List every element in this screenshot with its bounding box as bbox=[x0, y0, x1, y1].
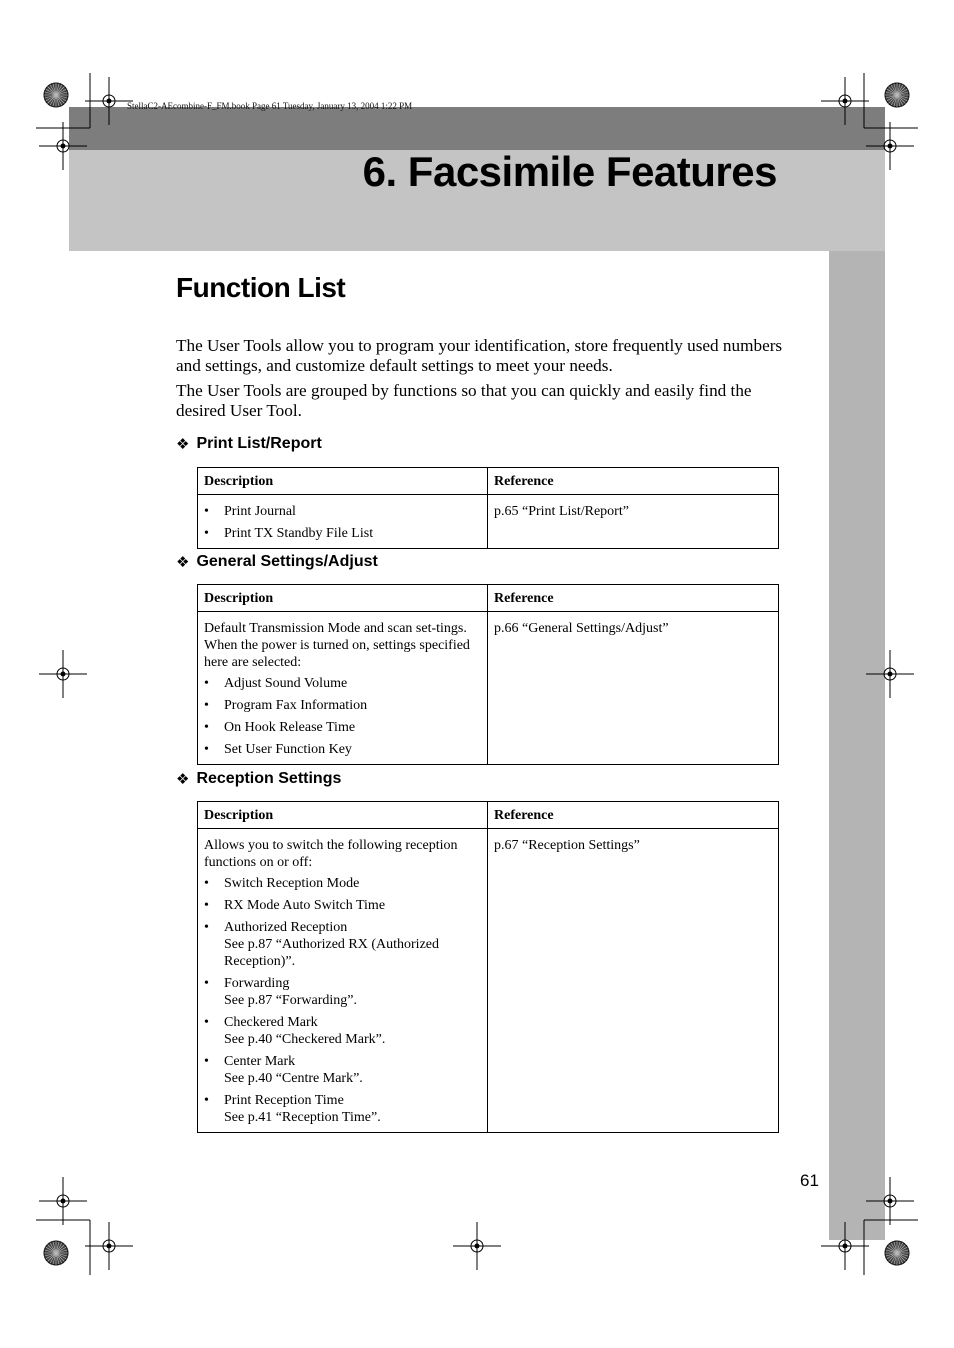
list-item bbox=[204, 675, 481, 692]
list-item bbox=[204, 503, 481, 520]
list-item bbox=[204, 975, 481, 1009]
table-header-row bbox=[198, 585, 779, 612]
table-row bbox=[198, 495, 779, 549]
diamond-bullet-icon: ❖ bbox=[176, 554, 190, 571]
list-item bbox=[204, 1053, 481, 1087]
subheading-print-list-report bbox=[176, 435, 322, 453]
column-header-description: Description bbox=[198, 585, 488, 612]
reference-cell: p.66 “General Settings/Adjust” bbox=[488, 612, 779, 765]
registration-mark-dot bbox=[61, 672, 66, 677]
bullet-icon: • bbox=[204, 676, 209, 691]
intro-paragraph-2: The User Tools are grouped by functions so that you can quickly and easily find the desired User Tool. bbox=[176, 381, 752, 420]
function-name: Authorized Reception bbox=[224, 920, 348, 935]
registration-mark-dot bbox=[61, 1199, 66, 1204]
function-note: See p.40 “Centre Mark”. bbox=[224, 1071, 363, 1086]
bullet-icon: • bbox=[204, 898, 209, 913]
registration-mark-dot bbox=[475, 1244, 480, 1249]
function-list bbox=[204, 875, 481, 1126]
reference-cell: p.65 “Print List/Report” bbox=[488, 495, 779, 549]
diamond-bullet-icon: ❖ bbox=[176, 771, 190, 788]
function-note: See p.87 “Forwarding”. bbox=[224, 993, 357, 1008]
list-item bbox=[204, 525, 481, 542]
function-name: On Hook Release Time bbox=[224, 720, 356, 735]
print-header-line: StellaC2-AEcombine-F_FM.book Page 61 Tuesday, January 13, 2004 1:22 PM bbox=[127, 101, 413, 111]
bullet-icon: • bbox=[204, 976, 209, 991]
table-row bbox=[198, 612, 779, 765]
function-list bbox=[204, 503, 481, 542]
table-reception-settings bbox=[197, 801, 779, 1133]
function-name: Checkered Mark bbox=[224, 1015, 318, 1030]
table-row bbox=[198, 829, 779, 1133]
function-name: RX Mode Auto Switch Time bbox=[224, 898, 386, 913]
bullet-icon: • bbox=[204, 876, 209, 891]
description-intro: Default Transmission Mode and scan set-tings. When the power is turned on, settings specified here are selected: bbox=[204, 621, 470, 670]
registration-mark-dot bbox=[107, 99, 112, 104]
subheading-label: Reception Settings bbox=[196, 770, 342, 787]
list-item bbox=[204, 741, 481, 758]
bullet-icon: • bbox=[204, 1093, 209, 1108]
registration-mark-dot bbox=[843, 99, 848, 104]
subheading-general-settings-adjust bbox=[176, 553, 378, 571]
function-name: Print TX Standby File List bbox=[224, 526, 374, 541]
function-list bbox=[204, 675, 481, 758]
function-name: Forwarding bbox=[224, 976, 290, 991]
table-header-row bbox=[198, 802, 779, 829]
column-header-description: Description bbox=[198, 468, 488, 495]
subheading-label: Print List/Report bbox=[196, 435, 322, 452]
registration-mark-dot bbox=[61, 144, 66, 149]
list-item bbox=[204, 919, 481, 970]
chapter-title: 6. Facsimile Features bbox=[362, 148, 777, 195]
registration-mark-dot bbox=[843, 1244, 848, 1249]
bullet-icon: • bbox=[204, 526, 209, 541]
bullet-icon: • bbox=[204, 742, 209, 757]
function-note: See p.40 “Checkered Mark”. bbox=[224, 1032, 386, 1047]
list-item bbox=[204, 1092, 481, 1126]
function-name: Switch Reception Mode bbox=[224, 876, 360, 891]
column-header-reference: Reference bbox=[488, 802, 779, 829]
description-intro: Allows you to switch the following reception functions on or off: bbox=[204, 838, 458, 870]
column-header-reference: Reference bbox=[488, 468, 779, 495]
registration-mark-dot bbox=[107, 1244, 112, 1249]
list-item bbox=[204, 697, 481, 714]
bullet-icon: • bbox=[204, 720, 209, 735]
page-number: 61 bbox=[800, 1171, 819, 1190]
bullet-icon: • bbox=[204, 1054, 209, 1069]
description-cell bbox=[198, 495, 488, 549]
subheading-reception-settings bbox=[176, 770, 341, 788]
column-header-reference: Reference bbox=[488, 585, 779, 612]
function-note: See p.41 “Reception Time”. bbox=[224, 1110, 381, 1125]
bullet-icon: • bbox=[204, 698, 209, 713]
list-item bbox=[204, 875, 481, 892]
function-name: Print Reception Time bbox=[224, 1093, 344, 1108]
function-note: See p.87 “Authorized RX (Authorized Reception)”. bbox=[224, 937, 439, 969]
table-print-list-report bbox=[197, 467, 779, 549]
registration-mark-dot bbox=[888, 672, 893, 677]
function-name: Program Fax Information bbox=[224, 698, 368, 713]
description-cell bbox=[198, 612, 488, 765]
table-general-settings-adjust bbox=[197, 584, 779, 765]
function-name: Print Journal bbox=[224, 504, 296, 519]
reference-cell: p.67 “Reception Settings” bbox=[488, 829, 779, 1133]
bullet-icon: • bbox=[204, 920, 209, 935]
function-name: Set User Function Key bbox=[224, 742, 352, 757]
bullet-icon: • bbox=[204, 504, 209, 519]
list-item bbox=[204, 719, 481, 736]
column-header-description: Description bbox=[198, 802, 488, 829]
bullet-icon: • bbox=[204, 1015, 209, 1030]
list-item bbox=[204, 897, 481, 914]
table-header-row bbox=[198, 468, 779, 495]
function-name: Adjust Sound Volume bbox=[224, 676, 348, 691]
subheading-label: General Settings/Adjust bbox=[196, 553, 378, 570]
diamond-bullet-icon: ❖ bbox=[176, 436, 190, 453]
list-item bbox=[204, 1014, 481, 1048]
function-name: Center Mark bbox=[224, 1054, 296, 1069]
registration-mark-dot bbox=[888, 144, 893, 149]
registration-mark-dot bbox=[888, 1199, 893, 1204]
description-cell bbox=[198, 829, 488, 1133]
section-title: Function List bbox=[176, 272, 346, 303]
intro-paragraph-1: The User Tools allow you to program your identification, store frequently used numbers and settings, and customize default settings to meet your needs. bbox=[176, 336, 783, 375]
